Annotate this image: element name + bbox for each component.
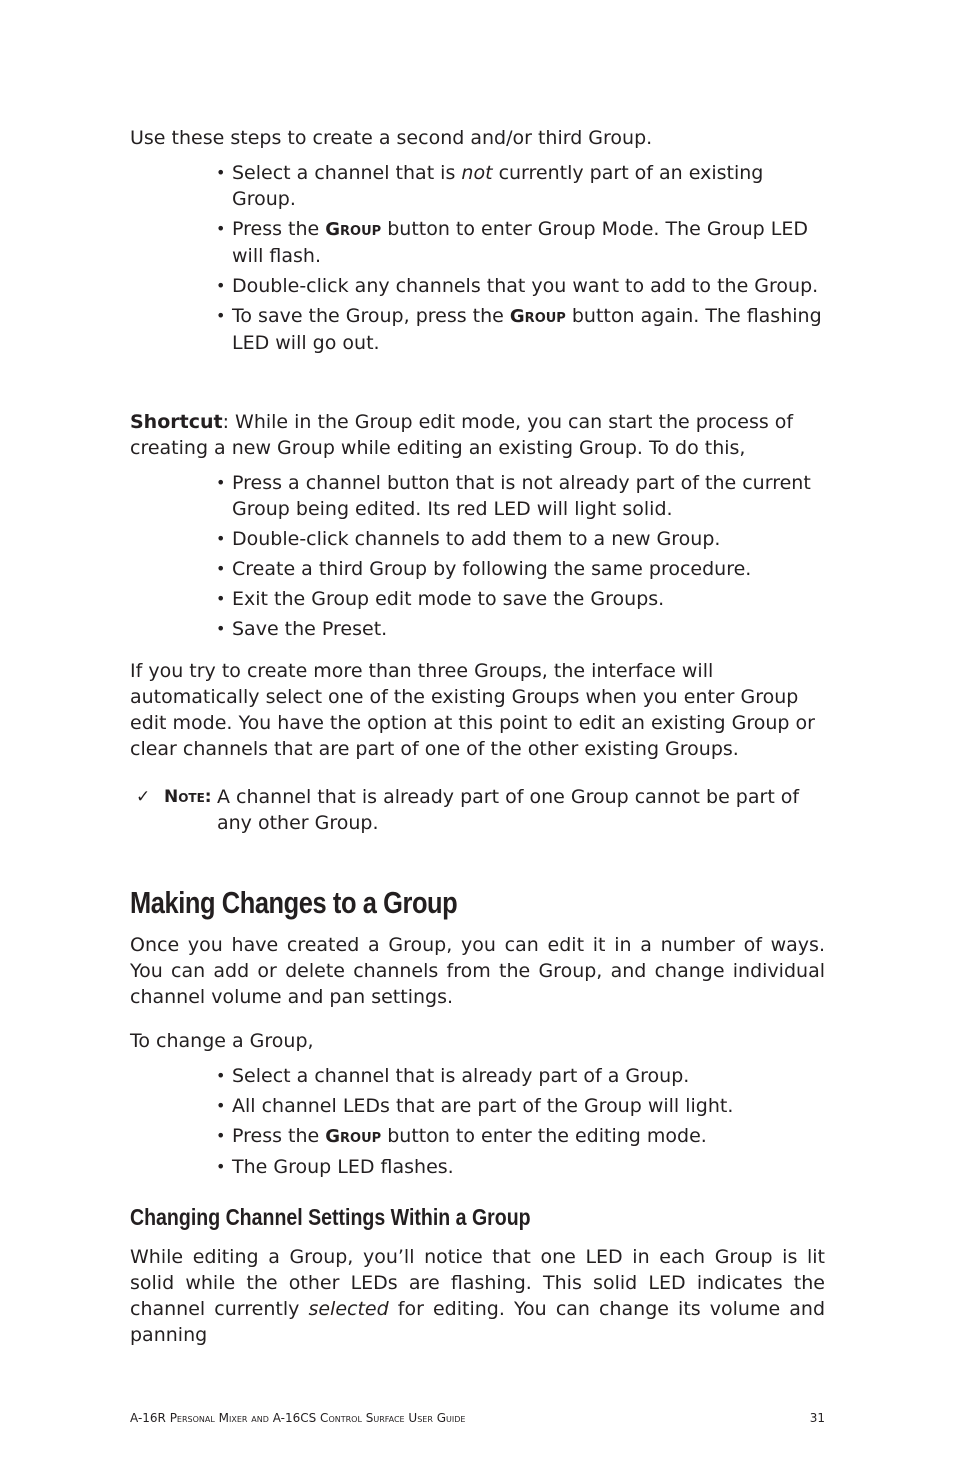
create-group-steps bbox=[130, 160, 825, 356]
list-item: • The Group LED flashes. bbox=[216, 1154, 825, 1180]
footer-title: A-16R Personal Mixer and A-16CS Control Surface User Guide bbox=[130, 1411, 466, 1425]
section-heading: Making Changes to a Group bbox=[130, 885, 458, 920]
shortcut-paragraph: Shortcut: While in the Group edit mode, you can start the process of creating a new Group while editing an existing Group. To do this, bbox=[130, 411, 794, 459]
list-item: • Select a channel that is not currently part of an existing Group. bbox=[216, 160, 825, 212]
list-item: • Press a channel button that is not already part of the current Group being edited. Its red LED will light solid. bbox=[216, 470, 825, 522]
subsection-heading: Changing Channel Settings Within a Group bbox=[130, 1204, 531, 1230]
note-callout bbox=[130, 784, 825, 836]
change-group-steps bbox=[130, 1063, 825, 1180]
group-button-label: Group bbox=[509, 306, 566, 327]
page-footer bbox=[130, 1410, 825, 1426]
note-label: Note: bbox=[164, 787, 212, 807]
list-item: • Exit the Group edit mode to save the Groups. bbox=[216, 586, 825, 612]
group-button-label: Group bbox=[325, 1126, 382, 1147]
shortcut-steps bbox=[130, 470, 825, 642]
subsection-paragraph: While editing a Group, you’ll notice that one LED in each Group is lit solid while the other LEDs are flashing. This solid LED indicates the channel currently selected for editing. You can change its volume and panning bbox=[130, 1246, 826, 1346]
group-button-label: Group bbox=[325, 219, 382, 240]
shortcut-label: Shortcut bbox=[130, 411, 223, 433]
list-item: • Press the Group button to enter Group Mode. The Group LED will flash. bbox=[216, 216, 825, 269]
list-item: • Press the Group button to enter the editing mode. bbox=[216, 1123, 825, 1150]
change-group-lead: To change a Group, bbox=[130, 1030, 314, 1052]
checkmark-icon: ✓ bbox=[136, 787, 151, 807]
more-groups-paragraph: If you try to create more than three Groups, the interface will automatically select one of the existing Groups when you enter Group edit mode. You have the option at this point to edit an existing Group or clear channels that are part of one of the other existing Groups. bbox=[130, 660, 815, 760]
list-item: • Create a third Group by following the same procedure. bbox=[216, 556, 825, 582]
list-item: • Double-click channels to add them to a new Group. bbox=[216, 526, 825, 552]
page-number: 31 bbox=[809, 1411, 825, 1425]
list-item: • Select a channel that is already part of a Group. bbox=[216, 1063, 825, 1089]
list-item: • Save the Preset. bbox=[216, 616, 825, 642]
note-text: A channel that is already part of one Group cannot be part of any other Group. bbox=[217, 786, 800, 834]
list-item: • Double-click any channels that you want to add to the Group. bbox=[216, 273, 825, 299]
page-content bbox=[130, 125, 825, 1348]
intro-text: Use these steps to create a second and/or third Group. bbox=[130, 127, 653, 149]
list-item: • All channel LEDs that are part of the Group will light. bbox=[216, 1093, 825, 1119]
list-item: • To save the Group, press the Group button again. The flashing LED will go out. bbox=[216, 303, 825, 356]
section-paragraph: Once you have created a Group, you can edit it in a number of ways. You can add or delete channels from the Group, and change individual channel volume and pan settings. bbox=[130, 934, 825, 1008]
